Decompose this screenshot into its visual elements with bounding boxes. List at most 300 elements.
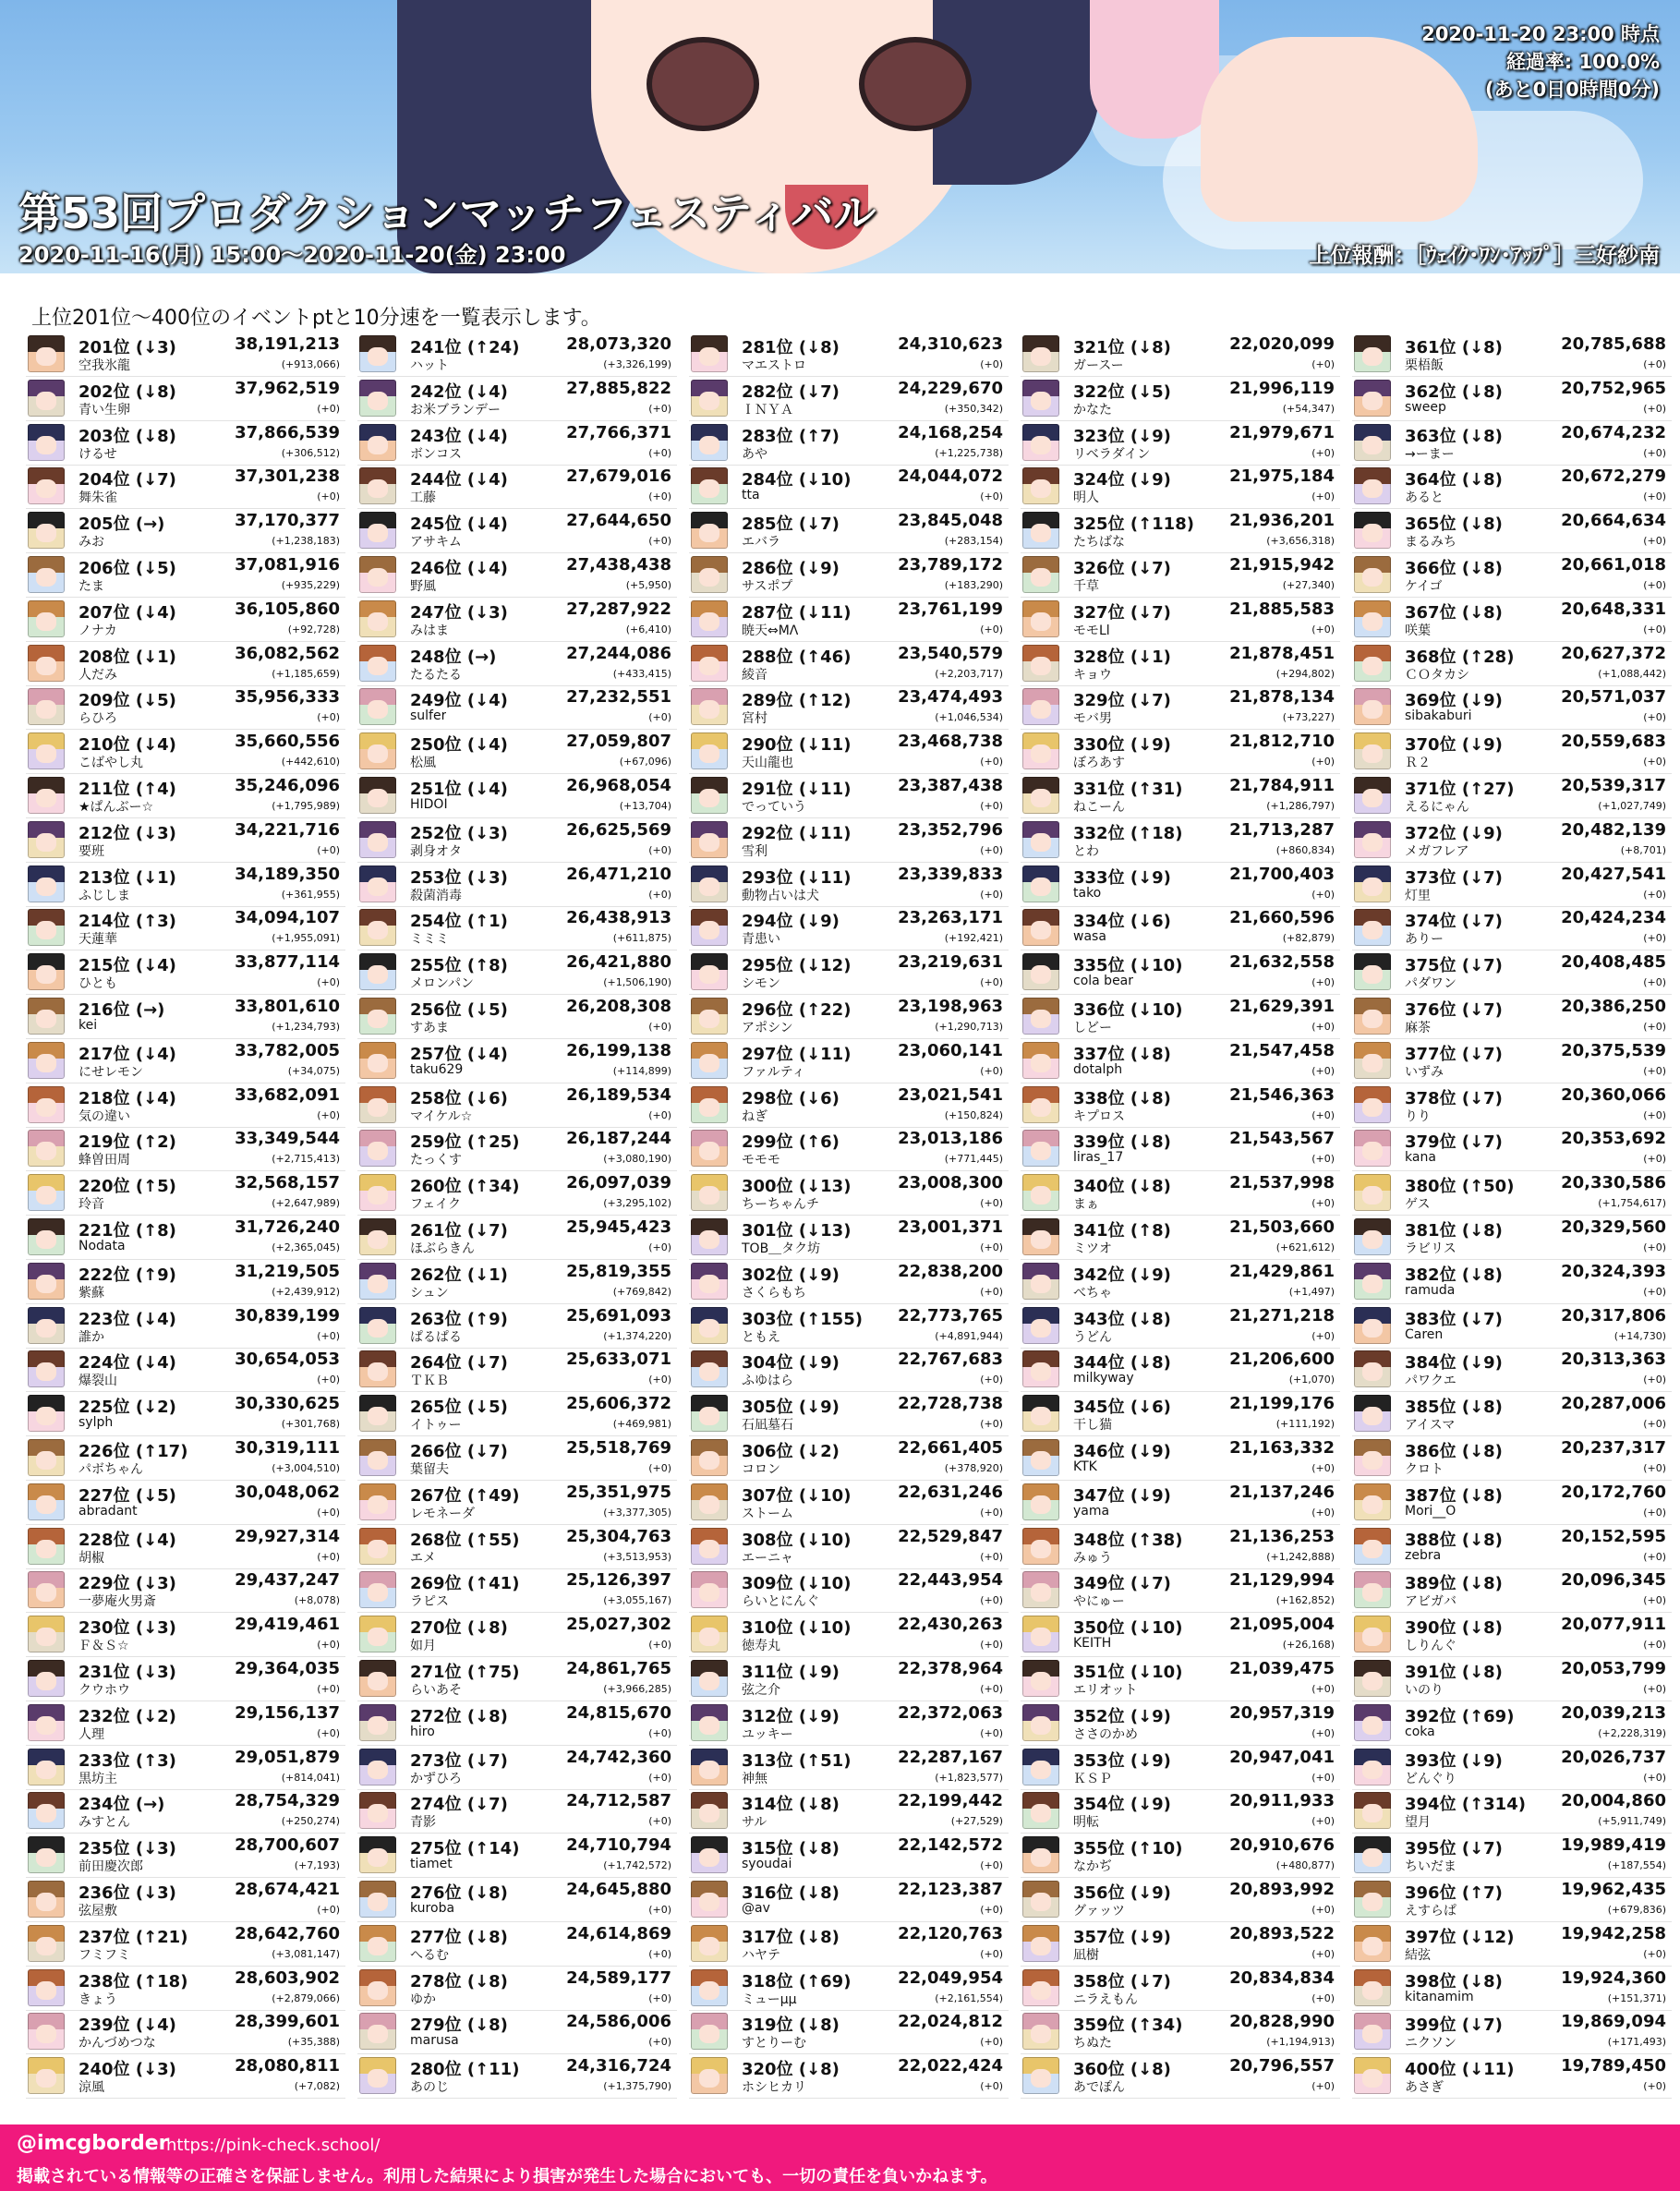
ranking-row: [1352, 1525, 1672, 1569]
player-name: ありー: [1405, 932, 1444, 948]
rank-label: 301位 (↓13): [742, 1221, 852, 1241]
ranking-row: [357, 1789, 677, 1834]
avatar-icon: [691, 556, 728, 593]
ranking-row: [357, 1922, 677, 1967]
ten-minute-speed: (+92,728): [287, 623, 340, 636]
ten-minute-speed: (+0): [1311, 1683, 1335, 1695]
avatar-icon: [691, 1836, 728, 1873]
event-points: 20,329,560: [1561, 1217, 1666, 1237]
rank-label: 350位 (↓10): [1073, 1618, 1183, 1639]
event-points: 27,644,650: [566, 511, 671, 531]
ten-minute-speed: (+1,185,659): [272, 667, 340, 680]
player-name: 石凪墓石: [742, 1418, 793, 1434]
ranking-row: [26, 1260, 345, 1304]
rank-label: 251位 (↓4): [410, 780, 508, 799]
ten-minute-speed: (+0): [317, 1329, 340, 1342]
rank-label: 221位 (↑8): [79, 1221, 176, 1241]
ten-minute-speed: (+54,347): [1282, 402, 1335, 415]
ranking-row: [26, 863, 345, 907]
rank-label: 398位 (↓8): [1405, 1971, 1503, 1991]
avatar-icon: [691, 1528, 728, 1565]
ranking-row: [1021, 2010, 1340, 2054]
ten-minute-speed: (+0): [1643, 1021, 1666, 1033]
rank-label: 388位 (↓8): [1405, 1530, 1503, 1550]
event-points: 21,199,176: [1229, 1394, 1335, 1414]
rank-label: 348位 (↑38): [1073, 1530, 1183, 1550]
ten-minute-speed: (+0): [980, 623, 1003, 636]
player-name: ガースー: [1073, 358, 1124, 373]
ten-minute-speed: (+2,879,066): [272, 1991, 340, 2004]
player-name: KTK: [1073, 1459, 1097, 1474]
event-points: 20,828,990: [1229, 2012, 1335, 2032]
event-points: 24,712,587: [566, 1791, 671, 1811]
ten-minute-speed: (+283,154): [944, 535, 1003, 548]
rank-label: 248位 (→): [410, 647, 497, 667]
ten-minute-speed: (+0): [317, 1904, 340, 1916]
event-points: 23,198,963: [898, 997, 1003, 1016]
event-points: 24,589,177: [566, 1967, 671, 1988]
player-name: ほぶらきん: [410, 1241, 475, 1256]
avatar-icon: [1022, 1881, 1059, 1918]
avatar-icon: [691, 467, 728, 504]
event-points: 21,885,583: [1229, 599, 1335, 619]
rank-label: 278位 (↓8): [410, 1971, 508, 1991]
player-name: にせレモン: [79, 1064, 143, 1080]
avatar-icon: [1022, 1130, 1059, 1167]
ranking-row: [26, 1171, 345, 1216]
ten-minute-speed: (+1,754,617): [1598, 1197, 1666, 1210]
ranking-row: [26, 1967, 345, 2011]
event-points: 24,742,360: [566, 1747, 671, 1767]
rank-label: 246位 (↓4): [410, 559, 508, 578]
ten-minute-speed: (+26,168): [1282, 1639, 1335, 1652]
ten-minute-speed: (+3,055,167): [603, 1594, 671, 1607]
event-points: 25,819,355: [566, 1261, 671, 1281]
event-points: 25,606,372: [566, 1394, 671, 1414]
player-name: かんづめつな: [79, 2036, 156, 2052]
avatar-icon: [1022, 1528, 1059, 1565]
player-name: sibakaburi: [1405, 708, 1472, 724]
ranking-row: [357, 642, 677, 686]
avatar-icon: [691, 1660, 728, 1697]
event-points: 19,962,435: [1561, 1880, 1666, 1899]
player-name: ちーちゃんチ: [742, 1197, 819, 1213]
event-points: 21,137,246: [1229, 1482, 1335, 1502]
footer-url[interactable]: https://pink-check.school/: [166, 2136, 381, 2155]
player-name: yama: [1073, 1503, 1110, 1519]
rank-label: 205位 (→): [79, 514, 165, 535]
rank-label: 344位 (↓8): [1073, 1353, 1171, 1374]
ranking-row: [1352, 1568, 1672, 1613]
rank-label: 365位 (↓8): [1405, 514, 1503, 535]
event-points: 21,095,004: [1229, 1615, 1335, 1635]
event-points: 22,120,763: [898, 1923, 1003, 1943]
player-name: wasa: [1073, 929, 1106, 945]
ten-minute-speed: (+480,877): [1275, 1859, 1335, 1872]
avatar-icon: [359, 2013, 396, 2050]
event-points: 33,877,114: [235, 952, 340, 973]
ten-minute-speed: (+8,078): [294, 1594, 340, 1607]
avatar-icon: [691, 1792, 728, 1829]
event-points: 28,674,421: [235, 1880, 340, 1899]
player-name: しどー: [1073, 1021, 1112, 1035]
rank-label: 213位 (↓1): [79, 867, 176, 888]
rank-label: 234位 (→): [79, 1795, 165, 1815]
ranking-row: [26, 2054, 345, 2099]
avatar-icon: [359, 335, 396, 372]
avatar-icon: [1354, 1174, 1391, 1211]
ranking-row: [689, 333, 1009, 377]
ranking-row: [1021, 1127, 1340, 1171]
event-points: 23,387,438: [898, 776, 1003, 795]
event-points: 37,170,377: [235, 511, 340, 531]
avatar-icon: [28, 1571, 65, 1608]
ten-minute-speed: (+0): [1311, 1506, 1335, 1519]
player-name: みはま: [410, 623, 449, 638]
avatar-icon: [359, 953, 396, 990]
rank-label: 316位 (↓8): [742, 1883, 840, 1903]
event-points: 37,081,916: [235, 555, 340, 575]
ranking-row: [26, 642, 345, 686]
ranking-row: [1021, 2054, 1340, 2099]
event-points: 25,945,423: [566, 1217, 671, 1237]
ten-minute-speed: (+0): [648, 490, 671, 503]
player-name: 青影: [410, 1815, 436, 1831]
player-name: 干し猫: [1073, 1418, 1112, 1434]
rank-label: 240位 (↓3): [79, 2060, 176, 2080]
ten-minute-speed: (+0): [317, 402, 340, 415]
ten-minute-speed: (+0): [980, 1064, 1003, 1077]
rank-label: 337位 (↓8): [1073, 1044, 1171, 1064]
ten-minute-speed: (+0): [1643, 358, 1666, 370]
rank-label: 334位 (↓6): [1073, 912, 1171, 932]
avatar-icon: [28, 512, 65, 549]
event-points: 21,163,332: [1229, 1438, 1335, 1458]
avatar-icon: [359, 688, 396, 725]
avatar-icon: [359, 1174, 396, 1211]
ten-minute-speed: (+442,610): [281, 756, 340, 769]
player-name: モモLl: [1073, 623, 1110, 638]
event-points: 29,051,879: [235, 1747, 340, 1767]
avatar-icon: [1022, 1042, 1059, 1079]
rank-label: 357位 (↓9): [1073, 1927, 1171, 1947]
rank-label: 293位 (↓11): [742, 867, 852, 888]
ten-minute-speed: (+0): [648, 1815, 671, 1828]
rank-label: 215位 (↓4): [79, 956, 176, 976]
avatar-icon: [359, 1704, 396, 1741]
footer-handle[interactable]: @imcgborder: [17, 2132, 169, 2155]
rank-label: 314位 (↓8): [742, 1795, 840, 1815]
event-points: 20,672,279: [1561, 466, 1666, 487]
avatar-icon: [1354, 1792, 1391, 1829]
rank-label: 235位 (↓3): [79, 1839, 176, 1859]
ten-minute-speed: (+0): [648, 1108, 671, 1121]
ten-minute-speed: (+1,225,738): [935, 446, 1003, 459]
ten-minute-speed: (+306,512): [281, 446, 340, 459]
rank-label: 268位 (↑55): [410, 1530, 520, 1550]
avatar-icon: [28, 732, 65, 769]
rank-label: 249位 (↓4): [410, 691, 508, 711]
ten-minute-speed: (+0): [980, 1506, 1003, 1519]
rank-label: 353位 (↓9): [1073, 1750, 1171, 1771]
ranking-row: [689, 2010, 1009, 2054]
player-name: Nodata: [79, 1239, 126, 1253]
avatar-icon: [359, 1307, 396, 1344]
ranking-row: [1352, 1613, 1672, 1657]
ten-minute-speed: (+0): [980, 1904, 1003, 1916]
ten-minute-speed: (+0): [1643, 579, 1666, 591]
ranking-row: [689, 995, 1009, 1039]
player-name: フミフミ: [79, 1947, 130, 1963]
avatar-icon: [359, 1969, 396, 2006]
event-points: 20,053,799: [1561, 1659, 1666, 1678]
ranking-row: [26, 818, 345, 863]
rank-label: 201位 (↓3): [79, 338, 176, 357]
avatar-icon: [691, 2057, 728, 2094]
ten-minute-speed: (+3,966,285): [603, 1683, 671, 1695]
event-points: 28,754,329: [235, 1791, 340, 1811]
event-points: 20,317,806: [1561, 1305, 1666, 1325]
player-name: 気の違い: [79, 1108, 130, 1124]
rank-label: 306位 (↓2): [742, 1442, 840, 1461]
ranking-row: [357, 1127, 677, 1171]
ranking-row: [1021, 1348, 1340, 1392]
event-points: 27,438,438: [566, 555, 671, 575]
player-name: 弦之介: [742, 1683, 780, 1698]
ten-minute-speed: (+935,229): [281, 579, 340, 591]
event-points: 20,957,319: [1229, 1702, 1335, 1723]
ranking-row: [26, 421, 345, 466]
rank-label: 399位 (↓7): [1405, 2015, 1503, 2036]
ranking-row: [26, 685, 345, 730]
ranking-row: [1021, 1701, 1340, 1746]
rank-label: 378位 (↓7): [1405, 1088, 1503, 1108]
rank-label: 212位 (↓3): [79, 823, 176, 843]
player-name: けるせ: [79, 446, 117, 462]
avatar-icon: [28, 335, 65, 372]
event-points: 20,424,234: [1561, 908, 1666, 928]
avatar-icon: [1022, 1483, 1059, 1520]
ten-minute-speed: (+0): [317, 490, 340, 503]
event-points: 24,044,072: [898, 466, 1003, 487]
rank-label: 400位 (↓11): [1405, 2060, 1515, 2080]
ranking-row: [689, 1834, 1009, 1878]
avatar-icon: [1022, 1307, 1059, 1344]
rank-label: 300位 (↓13): [742, 1177, 852, 1197]
ranking-row: [1352, 1922, 1672, 1967]
rank-label: 303位 (↑155): [742, 1309, 863, 1329]
avatar-icon: [1354, 467, 1391, 504]
ten-minute-speed: (+3,377,305): [603, 1506, 671, 1519]
rank-label: 307位 (↓10): [742, 1485, 852, 1506]
ranking-row: [26, 1127, 345, 1171]
rank-label: 206位 (↓5): [79, 559, 176, 578]
ranking-row: [26, 1083, 345, 1128]
character-eye: [647, 37, 759, 131]
avatar-icon: [359, 512, 396, 549]
event-points: 20,386,250: [1561, 997, 1666, 1016]
player-name: シモン: [742, 976, 780, 992]
rank-label: 243位 (↓4): [410, 426, 508, 446]
avatar-icon: [1354, 1218, 1391, 1255]
status-progress: 経過率: 100.0%: [1505, 51, 1660, 73]
rank-label: 209位 (↓5): [79, 691, 176, 711]
ranking-row: [357, 1613, 677, 1657]
ranking-row: [26, 995, 345, 1039]
ten-minute-speed: (+0): [1311, 1021, 1335, 1033]
event-points: 21,936,201: [1229, 511, 1335, 531]
ranking-row: [1021, 1216, 1340, 1260]
rank-label: 276位 (↓8): [410, 1883, 508, 1903]
player-name: ストーム: [742, 1506, 793, 1521]
player-name: coka: [1405, 1724, 1435, 1739]
rank-label: 226位 (↑17): [79, 1442, 188, 1461]
ranking-row: [1352, 333, 1672, 377]
rank-label: 340位 (↓8): [1073, 1177, 1171, 1197]
avatar-icon: [1354, 1483, 1391, 1520]
ranking-row: [1352, 1746, 1672, 1790]
ten-minute-speed: (+0): [317, 1374, 340, 1386]
ranking-row: [689, 818, 1009, 863]
rank-label: 274位 (↓7): [410, 1795, 508, 1815]
avatar-icon: [691, 1218, 728, 1255]
rank-label: 299位 (↑6): [742, 1132, 840, 1153]
ranking-row: [1021, 1789, 1340, 1834]
rank-label: 265位 (↓5): [410, 1398, 508, 1418]
ten-minute-speed: (+769,842): [612, 1285, 671, 1298]
ten-minute-speed: (+0): [648, 2036, 671, 2049]
ten-minute-speed: (+3,080,190): [603, 1153, 671, 1166]
ten-minute-speed: (+0): [648, 1374, 671, 1386]
event-points: 20,893,992: [1229, 1880, 1335, 1899]
ranking-row: [357, 2054, 677, 2099]
player-name: taku629: [410, 1061, 464, 1077]
player-name: 宮村: [742, 711, 767, 727]
rank-label: 227位 (↓5): [79, 1485, 176, 1506]
event-points: 35,660,556: [235, 732, 340, 752]
event-points: 22,199,442: [898, 1791, 1003, 1811]
event-points: 21,878,134: [1229, 687, 1335, 708]
player-name: あのじ: [410, 2080, 449, 2096]
event-points: 26,189,534: [566, 1084, 671, 1105]
ten-minute-speed: (+0): [317, 1506, 340, 1519]
ranking-row: [689, 642, 1009, 686]
avatar-icon: [1354, 1571, 1391, 1608]
event-points: 31,726,240: [235, 1217, 340, 1237]
event-points: 26,199,138: [566, 1040, 671, 1060]
avatar-icon: [28, 556, 65, 593]
player-name: zebra: [1405, 1547, 1442, 1563]
ranking-row: [689, 1260, 1009, 1304]
event-points: 35,246,096: [235, 776, 340, 795]
avatar-icon: [28, 1350, 65, 1387]
rank-label: 259位 (↑25): [410, 1132, 520, 1153]
event-points: 22,372,063: [898, 1702, 1003, 1723]
avatar-icon: [1354, 1042, 1391, 1079]
ranking-row: [689, 465, 1009, 509]
avatar-icon: [28, 1086, 65, 1123]
avatar-icon: [28, 1130, 65, 1167]
rank-label: 304位 (↓9): [742, 1353, 840, 1374]
rank-label: 236位 (↓3): [79, 1883, 176, 1903]
ranking-row: [1021, 642, 1340, 686]
rank-label: 291位 (↓11): [742, 780, 852, 799]
event-points: 22,767,683: [898, 1350, 1003, 1370]
ranking-row: [26, 1657, 345, 1701]
avatar-icon: [1022, 556, 1059, 593]
event-points: 21,429,861: [1229, 1261, 1335, 1281]
ten-minute-speed: (+0): [980, 358, 1003, 370]
event-points: 33,349,544: [235, 1129, 340, 1149]
ranking-row: [357, 1083, 677, 1128]
avatar-icon: [1354, 1263, 1391, 1300]
ranking-row: [1021, 421, 1340, 466]
event-points: 26,187,244: [566, 1129, 671, 1149]
rank-label: 237位 (↑21): [79, 1927, 188, 1947]
player-name: アサキム: [410, 535, 462, 551]
ranking-row: [689, 863, 1009, 907]
rank-label: 342位 (↓9): [1073, 1265, 1171, 1285]
ranking-row: [689, 1922, 1009, 1967]
ranking-row: [1021, 995, 1340, 1039]
rank-label: 374位 (↓7): [1405, 912, 1503, 932]
ranking-row: [26, 1481, 345, 1525]
event-points: 21,878,451: [1229, 643, 1335, 663]
player-name: dotalph: [1073, 1061, 1123, 1077]
event-points: 20,648,331: [1561, 599, 1666, 619]
avatar-icon: [359, 1439, 396, 1476]
ranking-column: [1021, 333, 1340, 2111]
rank-label: 254位 (↑1): [410, 912, 508, 932]
avatar-icon: [1354, 380, 1391, 417]
avatar-icon: [691, 1307, 728, 1344]
player-name: abradant: [79, 1503, 138, 1519]
ranking-row: [689, 1568, 1009, 1613]
rank-label: 394位 (↑314): [1405, 1795, 1526, 1815]
player-name: パダワン: [1405, 976, 1456, 992]
avatar-icon: [28, 1307, 65, 1344]
avatar-icon: [359, 556, 396, 593]
ten-minute-speed: (+0): [980, 1197, 1003, 1210]
ten-minute-speed: (+0): [980, 1418, 1003, 1431]
player-name: 蜂曽田周: [79, 1153, 130, 1168]
character-ribbon: [1090, 0, 1219, 139]
avatar-icon: [691, 1969, 728, 2006]
ten-minute-speed: (+0): [648, 1021, 671, 1033]
event-points: 21,503,660: [1229, 1217, 1335, 1237]
ranking-row: [1352, 950, 1672, 995]
event-points: 20,796,557: [1229, 2056, 1335, 2076]
ten-minute-speed: (+3,326,199): [603, 358, 671, 370]
avatar-icon: [28, 1042, 65, 1079]
player-name: kuroba: [410, 1901, 455, 1916]
ranking-row: [357, 1481, 677, 1525]
player-name: 咲葉: [1405, 623, 1431, 638]
ten-minute-speed: (+0): [1311, 490, 1335, 503]
player-name: ねこーん: [1073, 800, 1125, 815]
player-name: キョウ: [1073, 667, 1112, 683]
avatar-icon: [691, 1925, 728, 1962]
avatar-icon: [1022, 600, 1059, 637]
event-points: 20,539,317: [1561, 776, 1666, 795]
avatar-icon: [359, 866, 396, 902]
event-points: 21,975,184: [1229, 466, 1335, 487]
ten-minute-speed: (+0): [317, 1683, 340, 1695]
avatar-icon: [359, 1616, 396, 1652]
ranking-row: [26, 1216, 345, 1260]
avatar-icon: [1022, 732, 1059, 769]
player-name: 葉留夫: [410, 1462, 449, 1477]
